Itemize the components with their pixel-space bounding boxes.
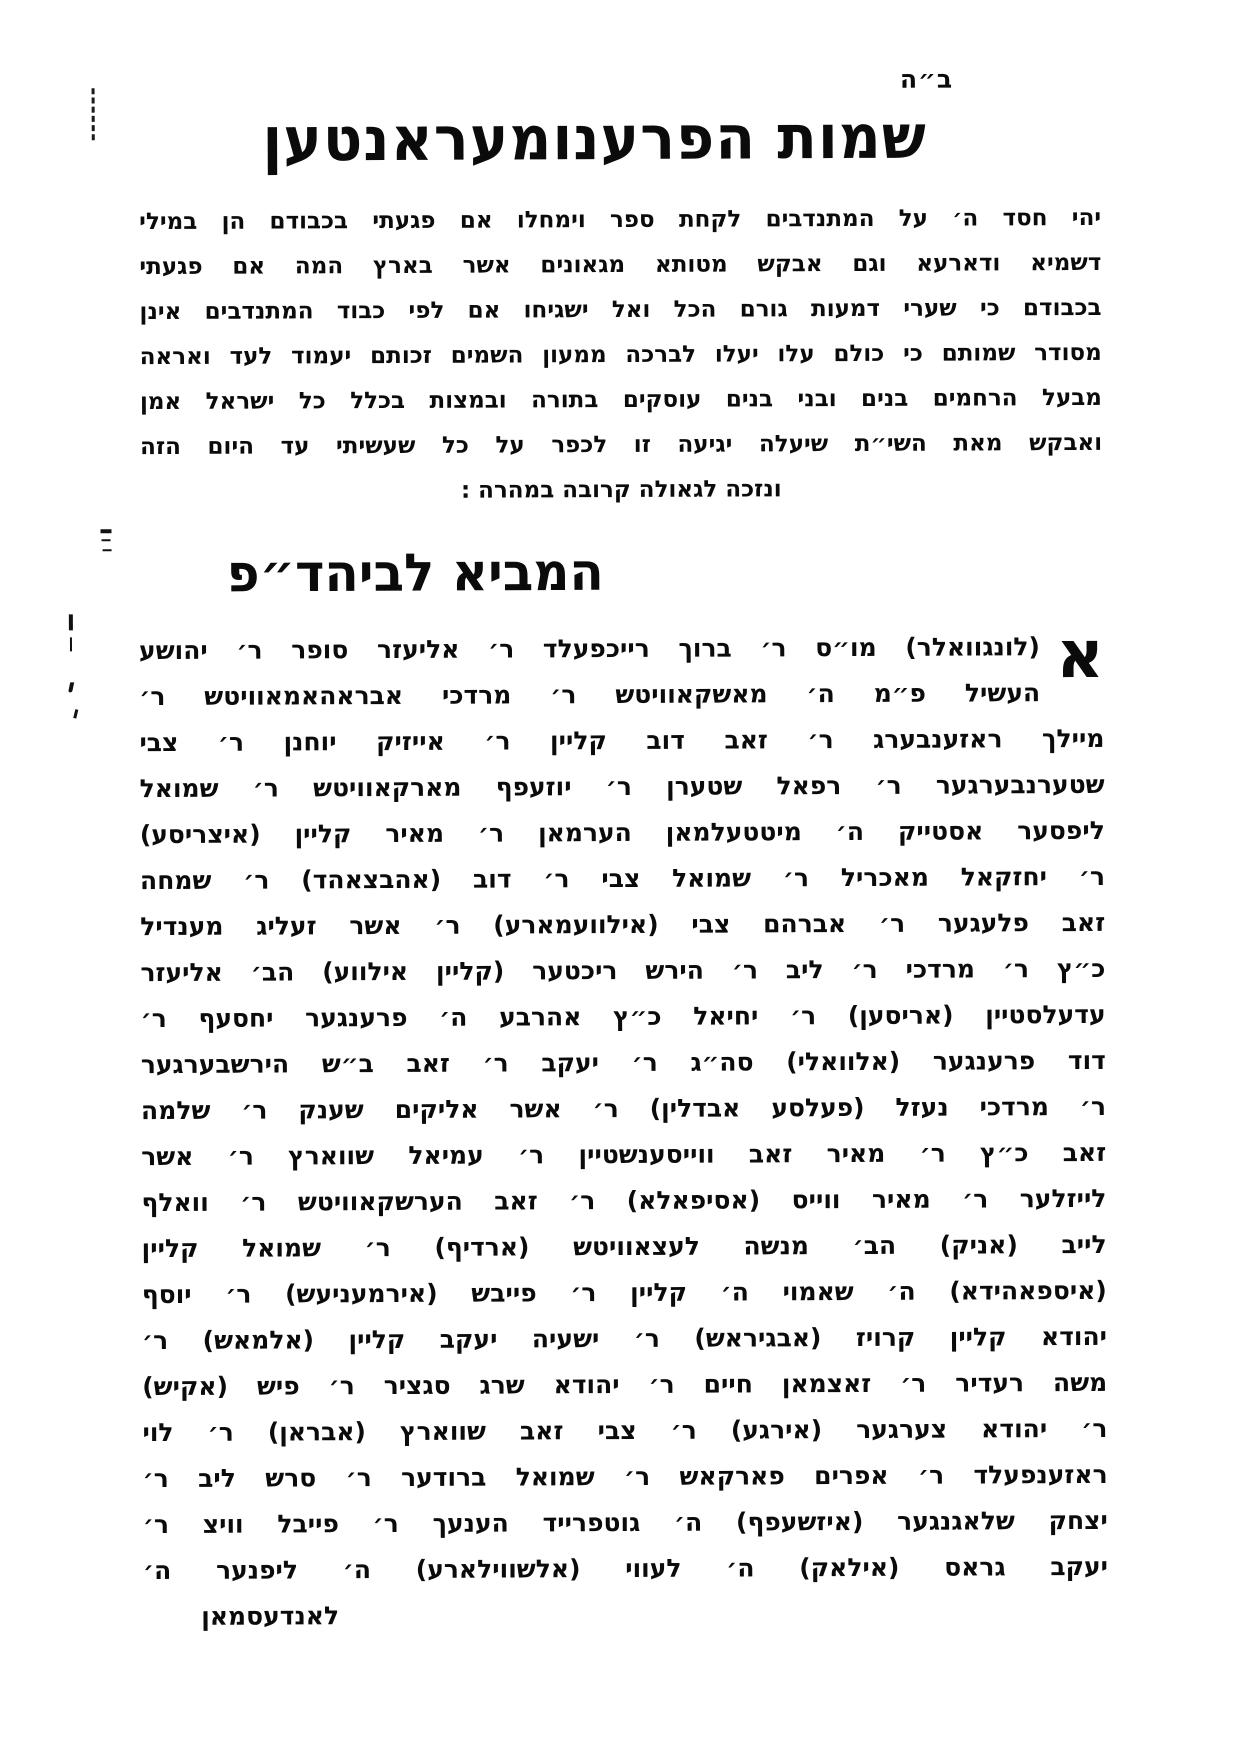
section-heading: המביא לביהד״פ xyxy=(226,540,604,604)
subscriber-line: לייב (אניק) הב׳ מנשה לעצאוויטש (ארדיף) ר׳ שמואל קליין xyxy=(141,1229,1107,1264)
preface-closing-line: ונזכה לגאולה קרובה במהרה : xyxy=(460,476,782,504)
scan-artifact-dashes xyxy=(100,529,111,533)
subscriber-line: ר׳ מרדכי נעזל (פעלסע אבדלין) ר׳ אשר אליקים שענק ר׳ שלמה xyxy=(140,1091,1107,1126)
subscriber-line: ראזענפעלד ר׳ אפרים פארקאש ר׳ שמואל ברודער ר׳ סרש ליב ר׳ xyxy=(142,1459,1108,1494)
scan-artifact-speck xyxy=(68,682,74,692)
preface-line: בכבודם כי שערי דמעות גורם הכל ואל ישגיחו אם לפי כבוד המתנדבים אינן xyxy=(139,294,1102,326)
subscriber-line: ר׳ יחזקאל מאכריל ר׳ שמואל צבי ר׳ דוב (אהבצאהד) ר׳ שמחה xyxy=(139,861,1106,896)
subscriber-line: עדעלסטיין (אריסען) ר׳ יחיאל כ״ץ אהרבע ה׳ פרענגער יחסעף ר׳ xyxy=(140,999,1106,1034)
preface-line: מסודר שמותם כי כולם עלו יעלו לברכה ממעון השמים זכותם יעמוד לעד ואראה xyxy=(139,339,1102,371)
preface-paragraph xyxy=(139,196,1102,515)
preface-line: מבעל הרחמים בנים ובני בנים עוסקים בתורה ובמצות בכלל כל ישראל אמן xyxy=(139,384,1102,416)
subscriber-line: (לונגוואלר) מו״ס ר׳ ברוך רייכפעלד ר׳ אליעזר סופר ר׳ יהושע xyxy=(138,632,1040,666)
blessing-text: ב״ה xyxy=(899,64,954,94)
subscriber-line: מיילך ראזענבערג ר׳ זאב דוב קליין ר׳ אייזיק יוחנן ר׳ צבי xyxy=(139,723,1105,758)
preface-line: ואבקש מאת השי״ת שיעלה יגיעה זו לכפר על כל שעשיתי עד היום הזה xyxy=(140,429,1103,461)
subscriber-line: כ״ץ ר׳ מרדכי ר׳ ליב ר׳ הירש ריכטער (קליין אילווע) הב׳ אליעזר xyxy=(140,953,1106,988)
subscriber-line: דוד פרענגער (אלוואלי) סה״ג ר׳ יעקב ר׳ זאב ב״ש הירשבערגער xyxy=(140,1045,1106,1080)
subscriber-line: יצחק שלאגנגער (איזשעפף) ה׳ גוטפרייד הענעך ר׳ פייבל וויצ ר׳ xyxy=(142,1505,1108,1540)
subscriber-list xyxy=(138,614,1109,1640)
subscriber-line: שטערנבערגער ר׳ רפאל שטערן ר׳ יוזעפף מארקאוויטש ר׳ שמואל xyxy=(139,769,1105,804)
page-title: שמות הפרענומעראנטען xyxy=(262,100,927,176)
subscriber-line: ר׳ יהודא צערגער (אירגע) ר׳ צבי זאב שווארץ (אבראן) ר׳ לוי xyxy=(142,1413,1108,1448)
scan-artifact-speck xyxy=(73,709,78,718)
preface-line: דשמיא ודארעא וגם אבקש מטותא מגאונים אשר בארץ המה אם פגעתי xyxy=(139,249,1102,281)
subscriber-line: יעקב גראס (אילאק) ה׳ לעווי (אלשווילארע) ה׳ ליפנער ה׳ xyxy=(142,1551,1109,1586)
catchword: לאנדעסמאן xyxy=(201,1601,340,1631)
subscriber-line: ליפסער אסטייק ה׳ מיטטעלמאן הערמאן ר׳ מאיר קליין (איצריסע) xyxy=(139,815,1105,850)
subscriber-line: זאב פלעגער ר׳ אברהם צבי (אילוועמארע) ר׳ אשר זעליג מענדיל xyxy=(140,907,1106,942)
subscriber-line: (איספאהידא) ה׳ שאמוי ה׳ קליין ר׳ פייבש (אירמעניעש) ר׳ יוסף xyxy=(141,1275,1107,1310)
scan-artifact-speck xyxy=(69,614,73,630)
subscriber-line: משה רעדיר ר׳ זאצמאן חיים ר׳ יהודא שרג סגציר ר׳ פיש (אקיש) xyxy=(142,1367,1108,1402)
drop-cap-initial: א xyxy=(1055,614,1105,694)
preface-line: יהי חסד ה׳ על המתנדבים לקחת ספר וימחלו אם פגעתי בכבודם הן במילי xyxy=(139,204,1102,236)
subscriber-line: לייזלער ר׳ מאיר ווייס (אסיפאלא) ר׳ זאב הערשקאוויטש ר׳ וואלף xyxy=(141,1183,1107,1218)
scan-artifact-dashed-line xyxy=(92,88,95,140)
subscriber-line: זאב כ״ץ ר׳ מאיר זאב ווייסענשטיין ר׳ עמיאל שווארץ ר׳ אשר xyxy=(141,1137,1107,1172)
subscriber-line: העשיל פ״מ ה׳ מאשקאוויטש ר׳ מרדכי אבראהאמאוויטש ר׳ xyxy=(139,678,1041,712)
subscriber-line: יהודא קליין קרויז (אבגיראש) ר׳ ישעיה יעקב קליין (אלמאש) ר׳ xyxy=(141,1321,1108,1356)
